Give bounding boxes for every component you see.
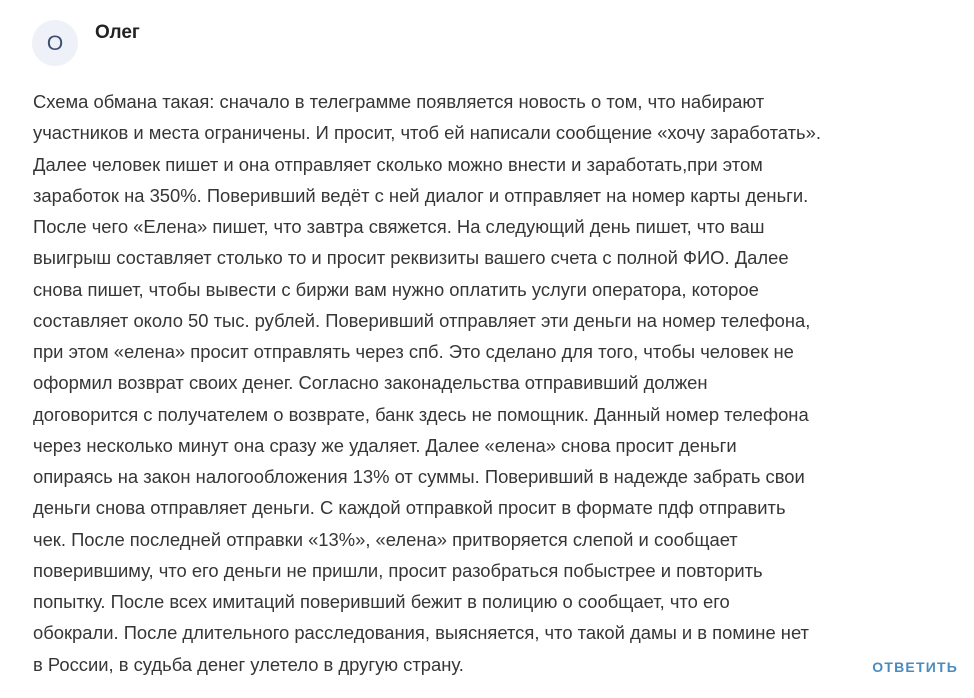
comment-text-line: при этом «елена» просит отправлять через спб. Это сделано для того, чтобы человек не	[33, 341, 794, 362]
comment-text-line: чек. После последней отправки «13%», «елена» притворяется слепой и сообщает	[33, 528, 738, 550]
comment-text-line: попытку. После всех имитаций поверивший бежит в полицию о сообщает, что его	[33, 591, 730, 612]
comment-text-line: оформил возврат своих денег. Согласно законадельства отправивший должен	[33, 372, 708, 394]
comment-text-line: выигрыш составляет столько то и просит реквизиты вашего счета с полной ФИО. Далее	[33, 247, 789, 269]
comment-text-line: поверившиму, что его деньги не пришли, просит разобраться побыстрее и повторить	[33, 559, 763, 581]
avatar[interactable]	[32, 20, 78, 66]
comment-text-line: После чего «Елена» пишет, что завтра свяжется. На следующий день пишет, что ваш	[33, 216, 765, 237]
comment-text-line: опираясь на закон налогообложения 13% от суммы. Поверивший в надежде забрать свои	[33, 466, 805, 487]
avatar-letter: О	[46, 32, 64, 55]
comment-text-line: договорится с получателем о возврате, банк здесь не помощник. Данный номер телефона	[33, 403, 809, 425]
comment-text-line: деньги снова отправляет деньги. С каждой отправкой просит в формате пдф отправить	[33, 497, 786, 519]
comment-text-line: снова пишет, чтобы вывести с биржи вам нужно оплатить услуги оператора, которое	[33, 278, 759, 300]
comment-text-line: через несколько минут она сразу же удаляет. Далее «елена» снова просит деньги	[33, 434, 737, 456]
comment-text	[33, 86, 869, 680]
comment-text-line: обокрали. После длительного расследования, выясняется, что такой дамы и в помине нет	[33, 622, 809, 644]
reply-button[interactable]: ОТВЕТИТЬ	[872, 659, 958, 675]
comment-text-line: составляет около 50 тыс. рублей. Поверивший отправляет эти деньги на номер телефона,	[33, 309, 811, 331]
comment-author[interactable]: Олег	[95, 22, 140, 43]
comment-text-line: Далее человек пишет и она отправляет сколько можно внести и заработать,при этом	[33, 153, 763, 175]
comment-text-line: Схема обмана такая: сначало в телеграмме появляется новость о том, что набирают	[33, 91, 765, 112]
comment-text-line: участников и места ограничены. И просит, чтоб ей написали сообщение «хочу заработать».	[33, 122, 821, 144]
comment-text-line: в России, в судьба денег улетело в другую страну.	[33, 653, 464, 675]
comment-text-line: заработок на 350%. Поверивший ведёт с ней диалог и отправляет на номер карты деньги.	[33, 184, 809, 206]
